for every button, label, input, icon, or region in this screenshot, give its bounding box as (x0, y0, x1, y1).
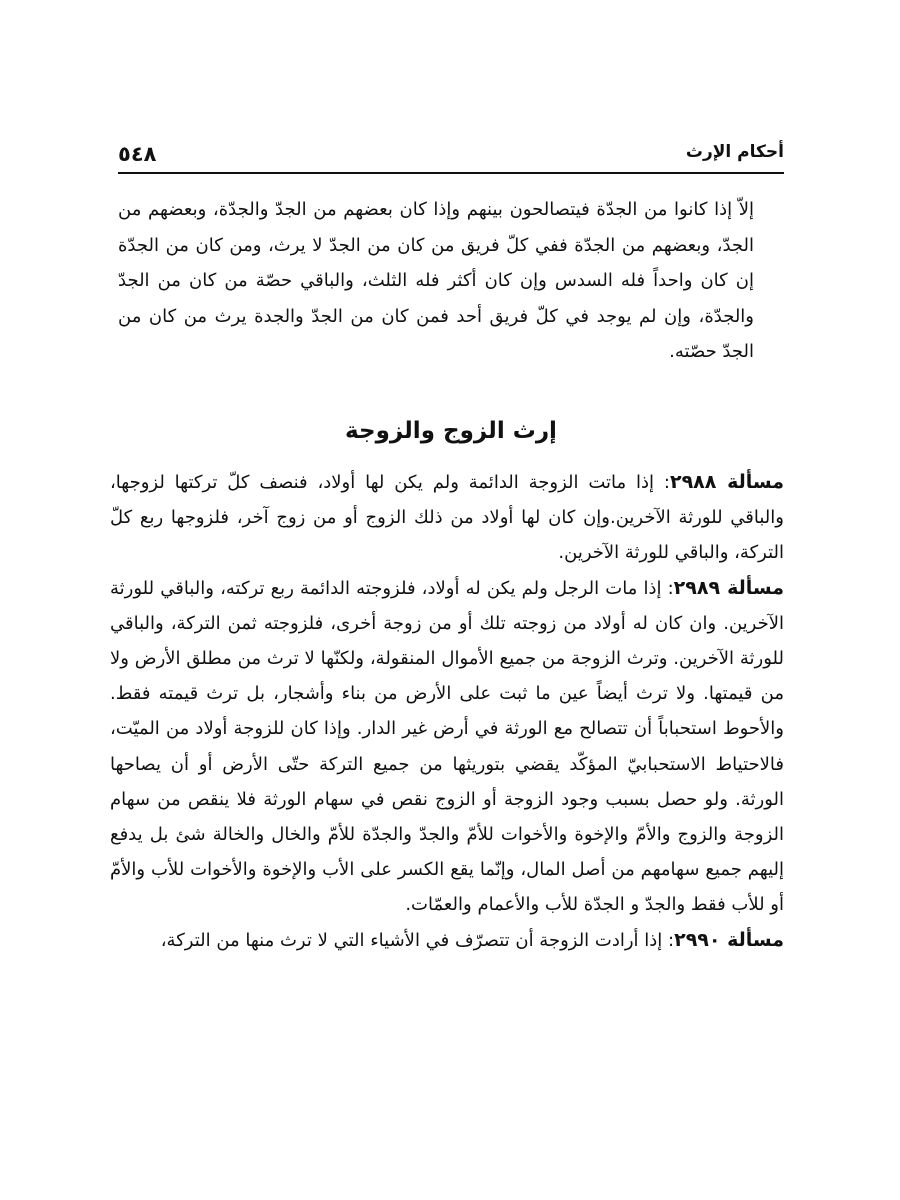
masail-list (110, 465, 784, 958)
masala-item (110, 923, 784, 958)
book-title: أحكام الإرث (685, 142, 784, 162)
masala-text: : إذا أرادت الزوجة أن تتصرّف في الأشياء التي لا ترث منها من التركة، (160, 929, 675, 951)
masala-label: مسألة ٢٩٨٨ (669, 471, 784, 493)
masala-text: : إذا مات الرجل ولم يكن له أولاد، فلزوجته الدائمة ربع تركته، والباقي للورثة الآخرين. وان كان له أولاد من زوجته تلك أو من زوجة أخرى، فلزوجته ثمن التركة، والباقي للورثة الآخرين. وترث الزوجة من جميع الأموال المنقولة، ولكنّها لا ترث من مطلق الأرض ولا من قيمتها. ولا ترث أيضاً عين ما ثبت على الأرض من بناء وأشجار، بل ترث قيمته فقط. والأحوط استحباباً أن تتصالح مع الورثة في أرض غير الدار. وإذا كان للزوجة أولاد من الميّت، فالاحتياط الاستحبابيّ المؤكّد يقضي بتوريثها من جميع التركة حتّى الأرض أو أن يصاحها الورثة. ولو حصل بسبب وجود الزوجة أو الزوج نقص في سهام الورثة فلا ينقص من سهام الزوجة والزوج والأمّ والإخوة والأخوات للأمّ والجدّ والجدّة للأمّ والخال والخالة شئ بل يدفع إليهم جميع سهامهم من أصل المال، وإنّما يقع الكسر على الأب والإخوة والأخوات للأب والأمّ أو للأب فقط والجدّ و الجدّة للأب والأعمام والعمّات. (110, 577, 784, 916)
masala-item (110, 465, 784, 571)
masala-item (110, 571, 784, 923)
section-title: إرث الزوج والزوجة (345, 418, 557, 444)
running-header (118, 140, 784, 170)
masala-label: مسألة ٢٩٩٠ (674, 928, 784, 951)
header-divider (118, 172, 784, 174)
intro-paragraph (118, 192, 782, 370)
masala-text: : إذا ماتت الزوجة الدائمة ولم يكن لها أولاد، فنصف كلّ تركتها لزوجها، والباقي للورثة الآخرين.وإن كان لها أولاد من ذلك الزوج أو من زوج آخر، فلزوجها ربع كلّ التركة، والباقي للورثة الآخرين. (110, 472, 784, 564)
page-number: ٥٤٨ (118, 142, 157, 166)
intro-paragraph-text: إلاّ إذا كانوا من الجدّة فيتصالحون بينهم وإذا كان بعضهم من الجدّ والجدّة، وبعضهم من الجدّ، وبعضهم من الجدّة ففي كلّ فريق من كان من الجدّ لا يرث، ومن كان من الجدّة إن كان واحداً فله السدس وإن كان أكثر فله الثلث، والباقي حصّة من كان من الجدّ والجدّة، وإن لم يوجد في كلّ فريق أحد فمن كان من الجدّ والجدة يرث من كان من الجدّ حصّته. (118, 199, 754, 362)
masala-label: مسألة ٢٩٨٩ (673, 576, 784, 599)
